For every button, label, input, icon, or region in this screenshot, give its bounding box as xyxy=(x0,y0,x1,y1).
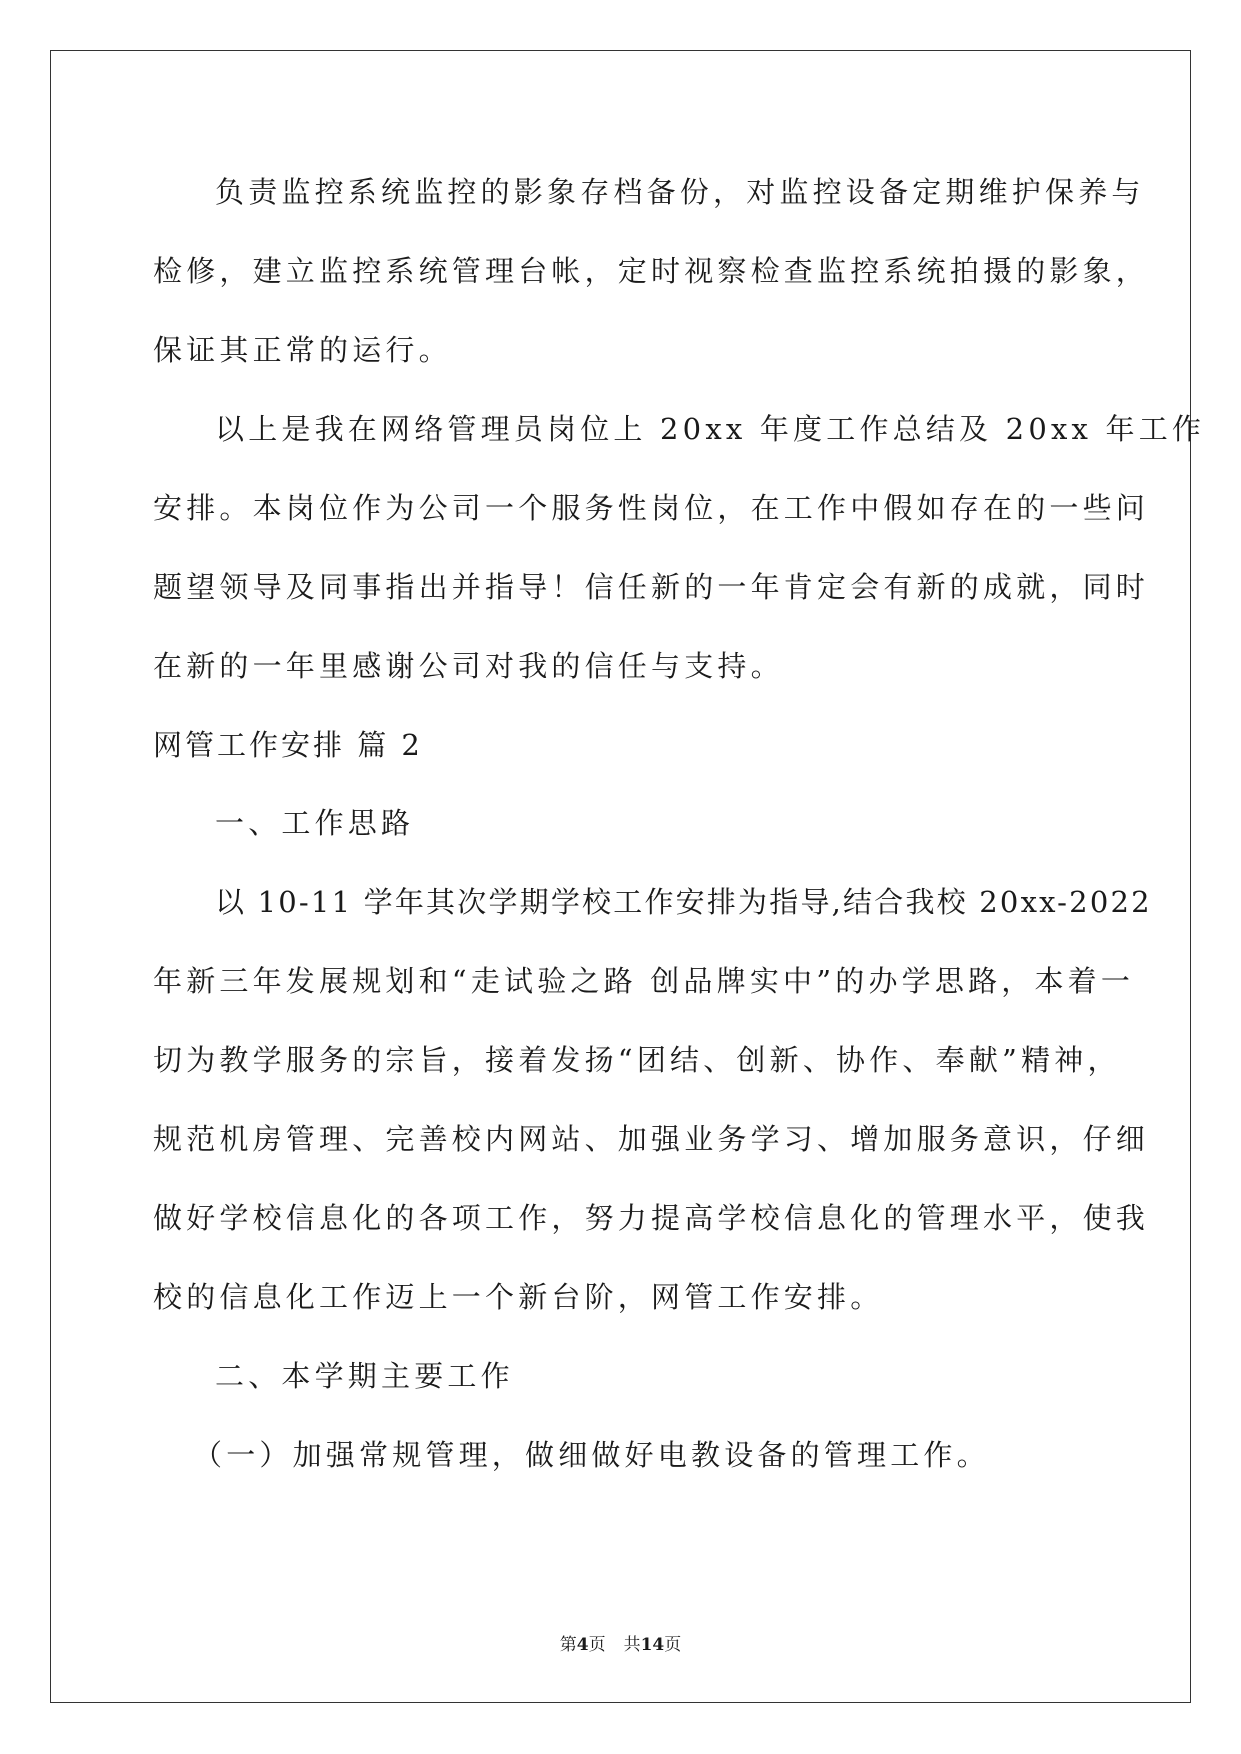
subsection-heading: 一、工作思路 xyxy=(215,806,415,840)
page-suffix: 页 xyxy=(588,1635,606,1655)
paragraph-line: 保证其正常的运行。 xyxy=(153,333,452,367)
paragraph-line: 年新三年发展规划和“走试验之路 创品牌实中”的办学思路，本着一 xyxy=(153,964,1135,998)
section-heading: 网管工作安排 篇 2 xyxy=(153,728,423,762)
paragraph-line: 以上是我在网络管理员岗位上 20xx 年度工作总结及 20xx 年工作 xyxy=(215,412,1206,446)
paragraph-line: 在新的一年里感谢公司对我的信任与支持。 xyxy=(153,649,784,683)
page-prefix: 第 xyxy=(559,1635,577,1655)
paragraph-line: 安排。本岗位作为公司一个服务性岗位，在工作中假如存在的一些问 xyxy=(153,491,1150,525)
paragraph-line: 校的信息化工作迈上一个新台阶，网管工作安排。 xyxy=(153,1280,884,1314)
paragraph-line: 切为教学服务的宗旨，接着发扬“团结、创新、协作、奉献”精神， xyxy=(153,1043,1121,1077)
paragraph-line: 以 10-11 学年其次学期学校工作安排为指导,结合我校 20xx-2022 xyxy=(215,885,1152,919)
paragraph-line: 检修，建立监控系统管理台帐，定时视察检查监控系统拍摄的影象， xyxy=(153,254,1150,288)
paragraph-line: 负责监控系统监控的影象存档备份，对监控设备定期维护保养与 xyxy=(215,175,1145,209)
paragraph-line: 题望领导及同事指出并指导！信任新的一年肯定会有新的成就，同时 xyxy=(153,570,1150,604)
subsection-heading: 二、本学期主要工作 xyxy=(215,1359,514,1393)
total-prefix: 共 xyxy=(623,1635,641,1655)
total-suffix: 页 xyxy=(664,1635,682,1655)
subsection-heading: （一）加强常规管理，做细做好电教设备的管理工作。 xyxy=(193,1438,990,1472)
paragraph-line: 规范机房管理、完善校内网站、加强业务学习、增加服务意识，仔细 xyxy=(153,1122,1150,1156)
page-total: 14 xyxy=(640,1635,665,1655)
page-footer xyxy=(0,1630,1241,1655)
page-current: 4 xyxy=(576,1635,589,1655)
paragraph-line: 做好学校信息化的各项工作，努力提高学校信息化的管理水平，使我 xyxy=(153,1201,1150,1235)
